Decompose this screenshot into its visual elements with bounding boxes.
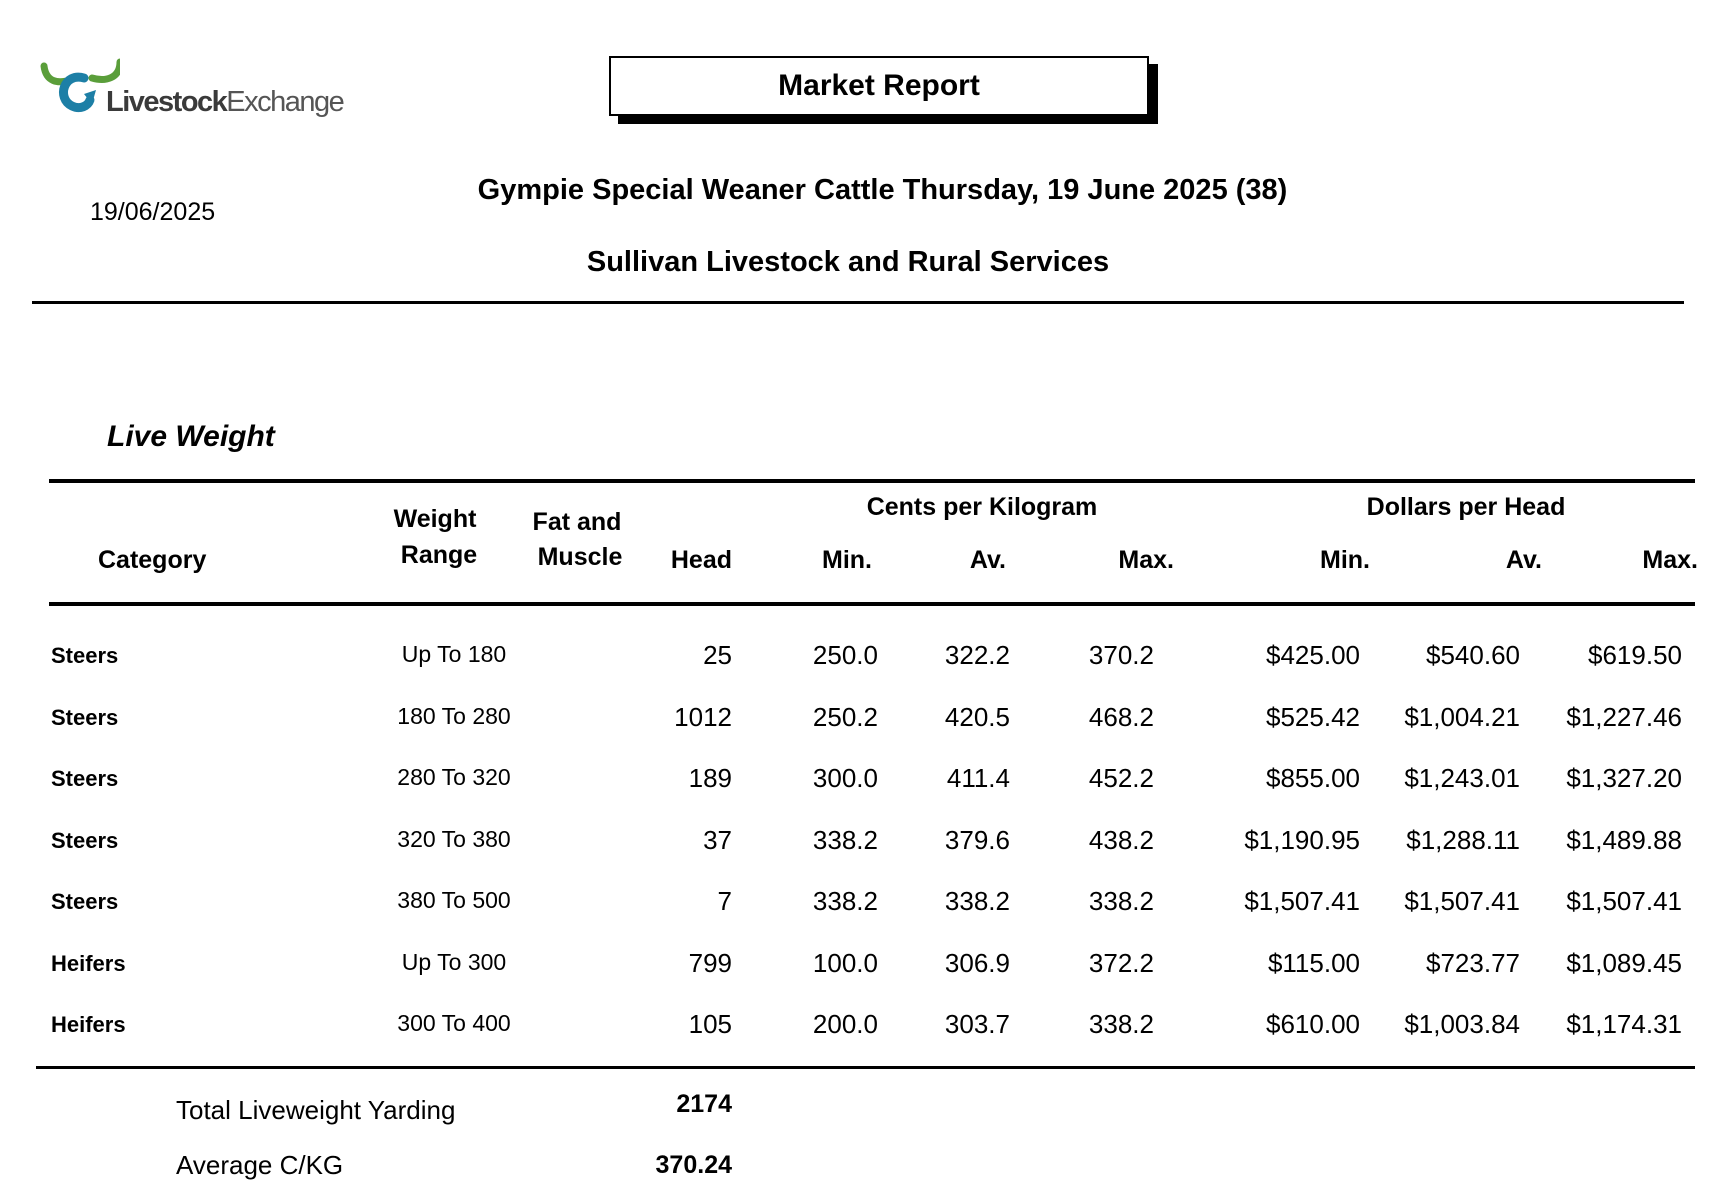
cell-cents-av: 338.2 xyxy=(944,886,1010,916)
cell-cents-max: 338.2 xyxy=(1088,1009,1154,1039)
column-header-cents-min: Min. xyxy=(822,546,872,574)
cell-weight-range: 380 To 500 xyxy=(397,887,511,913)
logo-wordmark: LivestockExchange xyxy=(106,86,344,118)
cell-weight-range: 300 To 400 xyxy=(397,1010,511,1036)
cell-category: Steers xyxy=(51,827,119,853)
cell-cents-min: 250.2 xyxy=(812,701,878,732)
cell-cents-max: 370.2 xyxy=(1088,640,1154,670)
total-yarding-value: 2174 xyxy=(676,1090,732,1118)
cell-dollars-max: $1,327.20 xyxy=(1566,763,1682,793)
cell-dollars-min: $425.00 xyxy=(1266,640,1360,670)
cell-cents-av: 411.4 xyxy=(946,763,1010,793)
cell-head: 189 xyxy=(688,763,732,793)
cell-category: Heifers xyxy=(51,950,126,976)
group-header-cents: Cents per Kilogram xyxy=(866,493,1098,521)
cell-category: Steers xyxy=(51,766,119,791)
cell-weight-range: 180 To 280 xyxy=(397,702,511,729)
cell-head: 37 xyxy=(703,824,732,855)
table-top-rule xyxy=(49,479,1695,483)
cell-cents-max: 468.2 xyxy=(1088,701,1154,732)
cell-dollars-max: $619.50 xyxy=(1588,640,1682,670)
cell-cents-min: 338.2 xyxy=(812,824,878,855)
average-ckg-label: Average C/KG xyxy=(176,1150,344,1180)
column-header-fat-line1: Fat and xyxy=(532,508,622,536)
column-header-cents-max: Max. xyxy=(1118,546,1174,574)
table-bottom-rule xyxy=(36,1066,1695,1069)
cell-category: Heifers xyxy=(51,1012,126,1037)
cell-weight-range: 320 To 380 xyxy=(397,825,511,852)
cell-cents-max: 452.2 xyxy=(1088,763,1154,793)
column-header-category: Category xyxy=(98,546,207,574)
cell-cents-min: 100.0 xyxy=(812,947,878,978)
cell-head: 7 xyxy=(717,886,732,916)
group-header-dollars: Dollars per Head xyxy=(1366,493,1566,521)
cell-head: 25 xyxy=(703,640,732,670)
column-header-weight-line2: Range xyxy=(400,541,478,569)
sale-title: Gympie Special Weaner Cattle Thursday, 19 June 2025 (38) xyxy=(477,174,1288,206)
column-header-cents-av: Av. xyxy=(969,546,1006,574)
cell-dollars-av: $540.60 xyxy=(1426,640,1520,670)
cell-dollars-av: $1,288.11 xyxy=(1406,824,1520,855)
cell-dollars-av: $1,243.01 xyxy=(1404,763,1520,793)
cell-cents-min: 338.2 xyxy=(812,886,878,916)
cell-cents-min: 250.0 xyxy=(812,640,878,670)
cell-cents-min: 300.0 xyxy=(812,763,878,793)
cell-dollars-min: $525.42 xyxy=(1266,701,1360,732)
cell-cents-max: 438.2 xyxy=(1088,824,1154,855)
column-header-fat-line2: Muscle xyxy=(537,543,623,571)
cell-cents-av: 322.2 xyxy=(944,640,1010,670)
cell-category: Steers xyxy=(51,704,119,730)
report-title: Market Report xyxy=(778,69,980,102)
cell-weight-range: Up To 300 xyxy=(401,948,507,975)
cell-cents-max: 338.2 xyxy=(1088,886,1154,916)
cell-dollars-max: $1,227.46 xyxy=(1566,701,1682,732)
agent-name: Sullivan Livestock and Rural Services xyxy=(586,246,1110,278)
cell-weight-range: Up To 180 xyxy=(401,641,507,667)
cell-cents-av: 420.5 xyxy=(944,701,1010,732)
cell-head: 1012 xyxy=(674,701,732,732)
column-header-dollars-av: Av. xyxy=(1505,546,1542,574)
average-ckg-value: 370.24 xyxy=(655,1151,732,1179)
cell-dollars-min: $855.00 xyxy=(1266,763,1360,793)
total-yarding-label: Total Liveweight Yarding xyxy=(176,1095,456,1125)
column-header-dollars-min: Min. xyxy=(1320,546,1370,574)
livestock-exchange-logo xyxy=(40,56,344,126)
cell-category: Steers xyxy=(51,889,119,914)
cell-dollars-max: $1,089.45 xyxy=(1566,947,1682,978)
column-header-weight-line1: Weight xyxy=(393,505,477,533)
report-title-box xyxy=(609,56,1149,116)
cell-category: Steers xyxy=(51,643,119,668)
cell-cents-max: 372.2 xyxy=(1088,947,1154,978)
header-divider xyxy=(32,301,1684,304)
cell-dollars-min: $115.00 xyxy=(1267,947,1360,978)
section-title: Live Weight xyxy=(107,420,275,453)
cell-dollars-av: $1,507.41 xyxy=(1404,886,1520,916)
cell-dollars-max: $1,174.31 xyxy=(1566,1009,1682,1039)
table-header-rule xyxy=(49,602,1695,606)
cell-dollars-min: $1,507.41 xyxy=(1244,886,1360,916)
cell-weight-range: 280 To 320 xyxy=(397,764,511,790)
cell-dollars-min: $1,190.95 xyxy=(1244,824,1360,855)
cell-head: 105 xyxy=(688,1009,732,1039)
cell-dollars-min: $610.00 xyxy=(1266,1009,1360,1039)
cell-dollars-av: $1,003.84 xyxy=(1404,1009,1520,1039)
cell-dollars-max: $1,489.88 xyxy=(1566,824,1682,855)
cell-cents-min: 200.0 xyxy=(812,1009,878,1039)
cell-head: 799 xyxy=(688,947,732,978)
cell-cents-av: 379.6 xyxy=(944,824,1010,855)
column-header-head: Head xyxy=(670,546,732,574)
cell-dollars-max: $1,507.41 xyxy=(1566,886,1682,916)
cell-cents-av: 306.9 xyxy=(944,947,1010,978)
cell-dollars-av: $1,004.21 xyxy=(1404,701,1520,732)
cell-cents-av: 303.7 xyxy=(944,1009,1010,1039)
report-date: 19/06/2025 xyxy=(90,198,216,226)
column-header-dollars-max: Max. xyxy=(1642,546,1698,574)
cell-dollars-av: $723.77 xyxy=(1426,947,1520,978)
